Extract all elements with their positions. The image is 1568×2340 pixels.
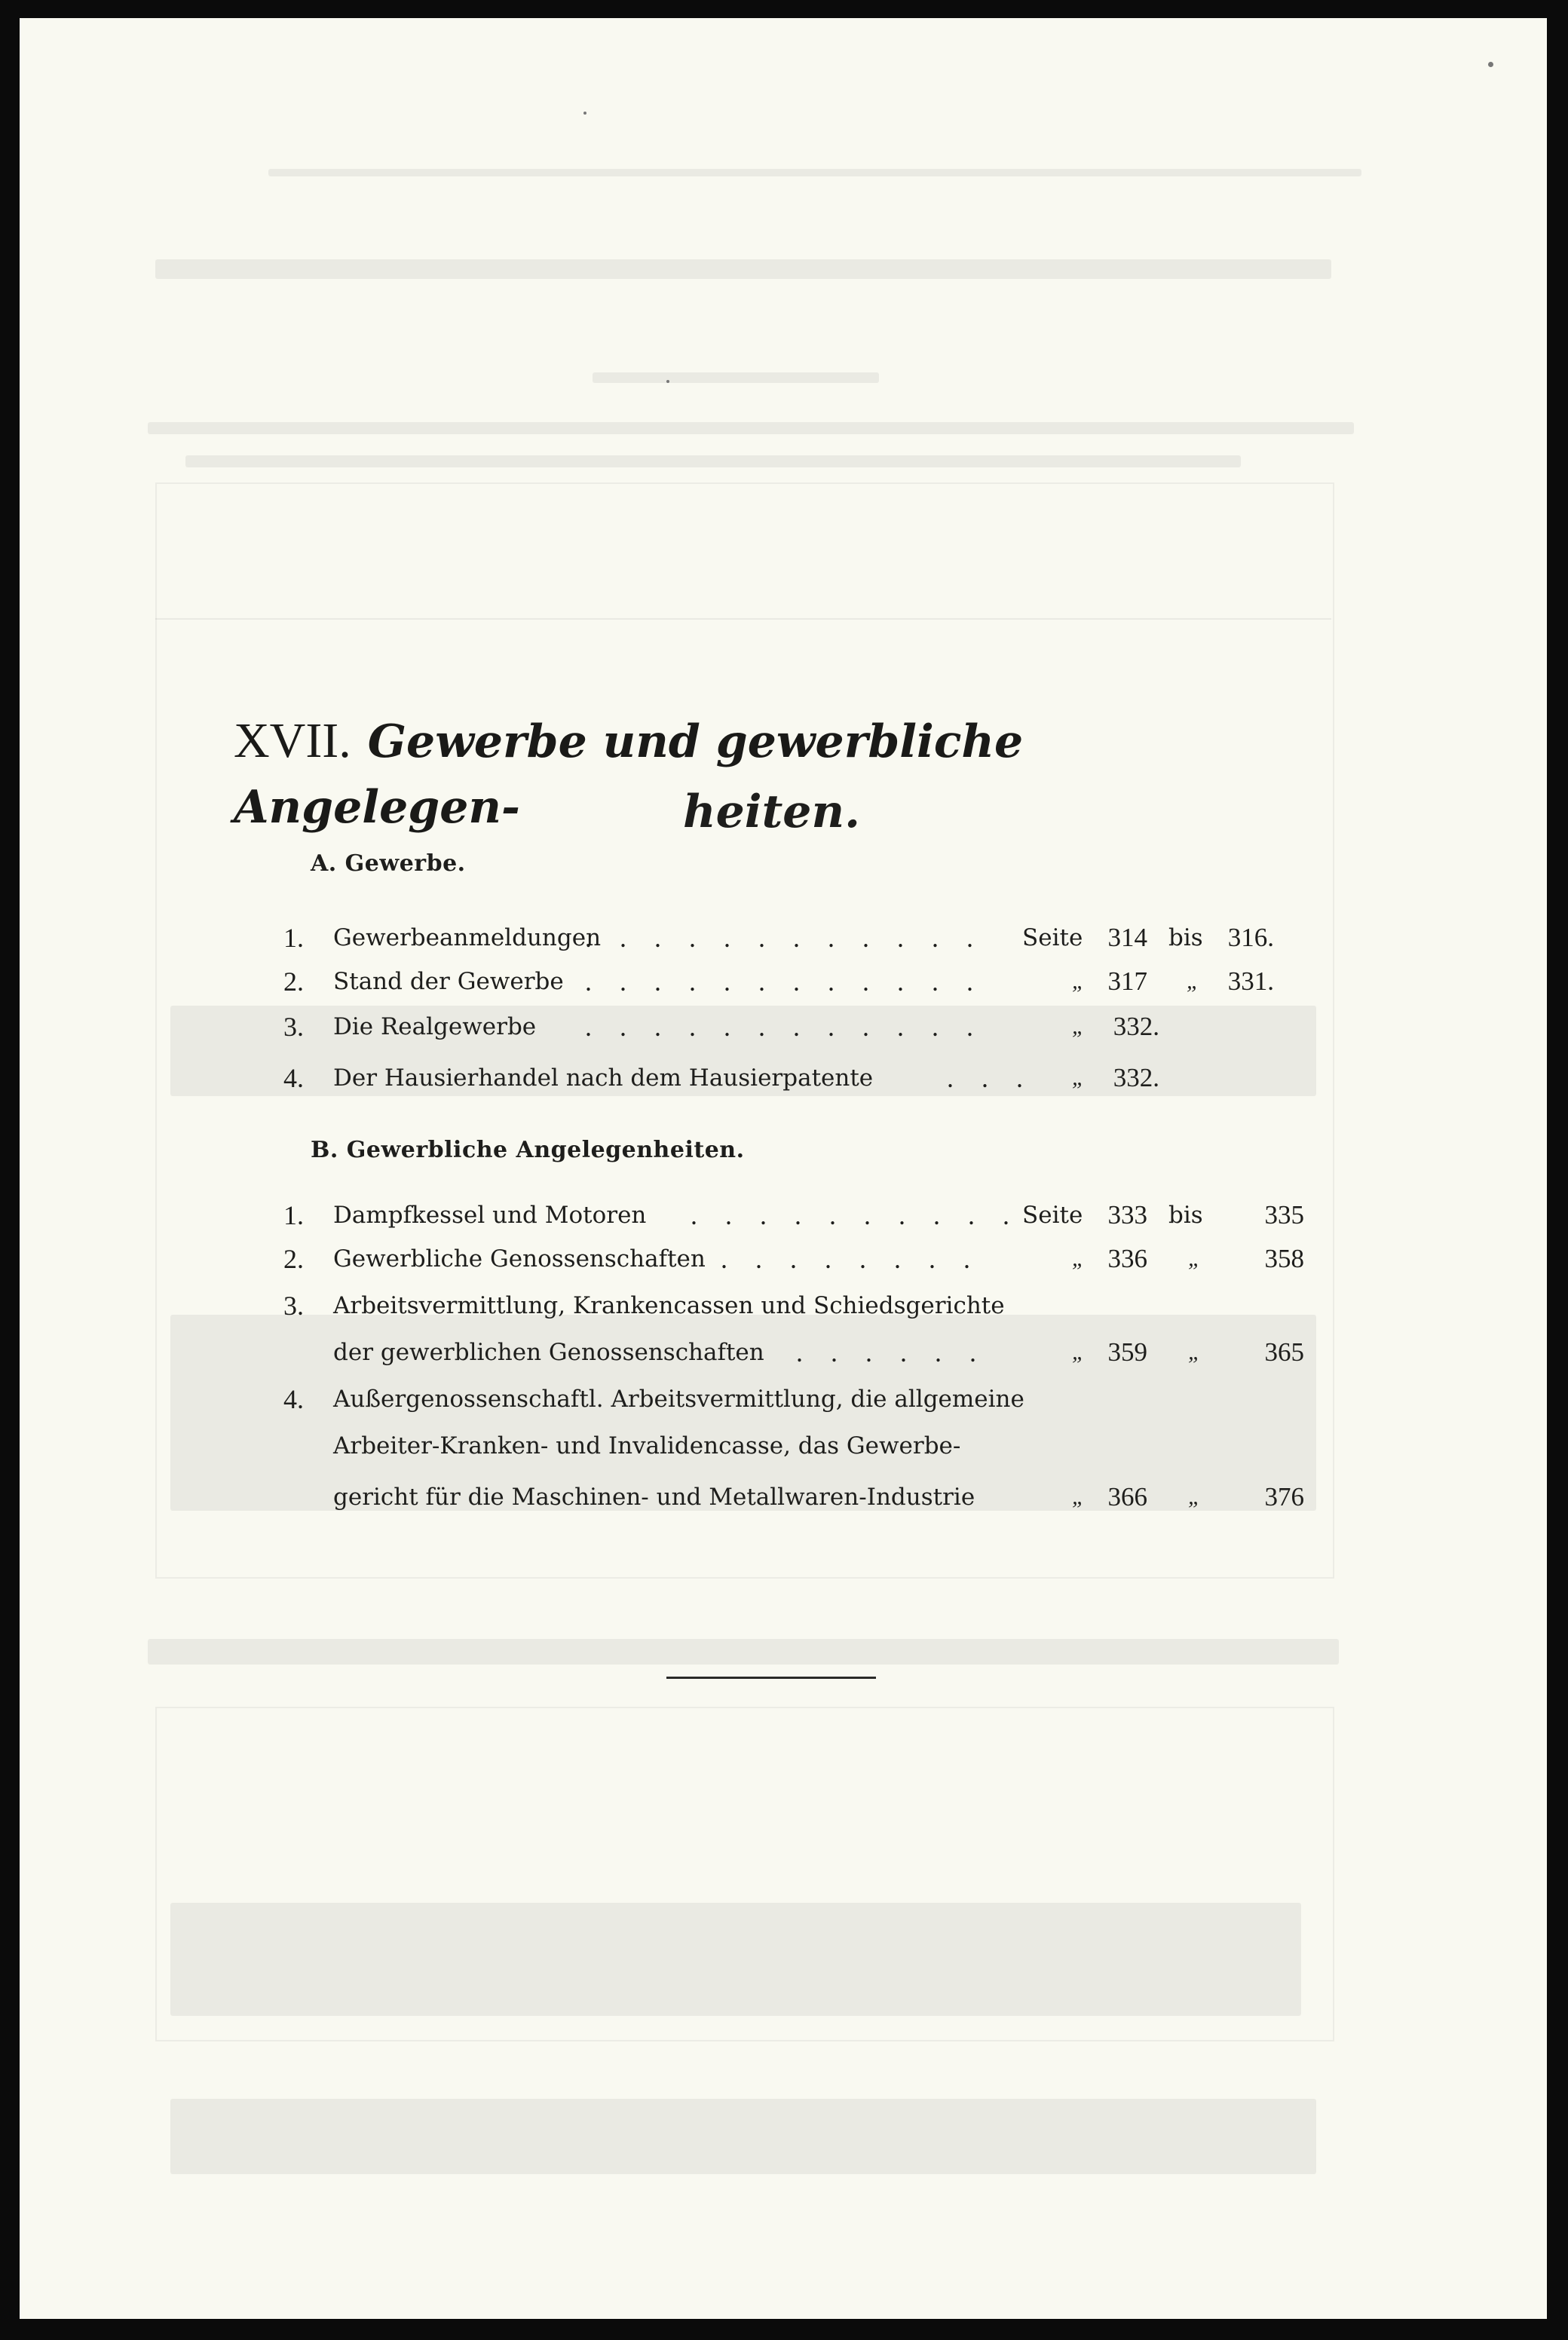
chapter-number: XVII. (234, 713, 351, 768)
toc-row: 1. Dampfkessel und Motoren . . . . . . . . . . Seite 333 bis 335 (268, 1194, 1286, 1236)
leader-dots: . . . . . . . . (721, 1244, 981, 1274)
bleed-through-text (185, 455, 1241, 467)
section-a-title: A. Gewerbe. (311, 850, 466, 877)
bleed-through-table (155, 1707, 1334, 2041)
closing-rule (666, 1677, 876, 1679)
toc-row: 3. Arbeitsvermittlung, Krankencassen und Schiedsgerichte (283, 1291, 1005, 1321)
paper-speck (583, 112, 586, 115)
toc-row-continuation: der gewerblichen Genossenschaften . . . . . . „ 359 „ 365 (268, 1331, 1286, 1374)
toc-row: 1. Gewerbeanmeldungen . . . . . . . . . . . . Seite 314 bis 316. (268, 917, 1286, 959)
toc-row: 2. Stand der Gewerbe . . . . . . . . . . . . „ 317 „ 331. (268, 960, 1286, 1003)
paper-speck (1488, 62, 1493, 67)
bleed-through-text (170, 2099, 1316, 2174)
scanned-page (20, 18, 1547, 2319)
bleed-through-text (593, 372, 879, 383)
chapter-title-line2: heiten. (683, 786, 860, 838)
leader-dots: . . . . . . . . . . . . (585, 966, 984, 997)
bleed-through-text (170, 1903, 1301, 2016)
toc-row: 4. Außergenossenschaftl. Arbeitsvermittlung, die allgemeine (283, 1384, 1024, 1414)
leader-dots: . . . (947, 1063, 1034, 1093)
bleed-through-rule (155, 618, 1331, 620)
toc-row: 2. Gewerbliche Genossenschaften . . . . . . . . „ 336 „ 358 (268, 1238, 1286, 1280)
section-b-title: B. Gewerbliche Angelegenheiten. (311, 1137, 745, 1163)
bleed-through-text (148, 422, 1354, 434)
bleed-through-text (155, 259, 1331, 279)
chapter-title-line1: Gewerbe und gewerbliche Angelegen- (234, 715, 1024, 834)
leader-dots: . . . . . . (796, 1337, 987, 1368)
leader-dots: . . . . . . . . . . . . (585, 923, 984, 953)
bleed-through-text (148, 1639, 1339, 1665)
toc-row: 4. Der Hausierhandel nach dem Hausierpatente . . . „ 332. (268, 1057, 1286, 1099)
toc-row-continuation: gericht für die Maschinen- und Metallwaren-Industrie „ 366 „ 376 (333, 1482, 1304, 1512)
paper-speck (666, 380, 669, 383)
toc-row: 3. Die Realgewerbe . . . . . . . . . . . . „ 332. (268, 1006, 1286, 1048)
leader-dots: . . . . . . . . . . . . (585, 1012, 984, 1042)
toc-row-continuation: Arbeiter-Kranken- und Invalidencasse, das Gewerbe- (333, 1432, 961, 1459)
bleed-through-text (268, 169, 1361, 176)
leader-dots: . . . . . . . . . . (691, 1200, 1020, 1230)
